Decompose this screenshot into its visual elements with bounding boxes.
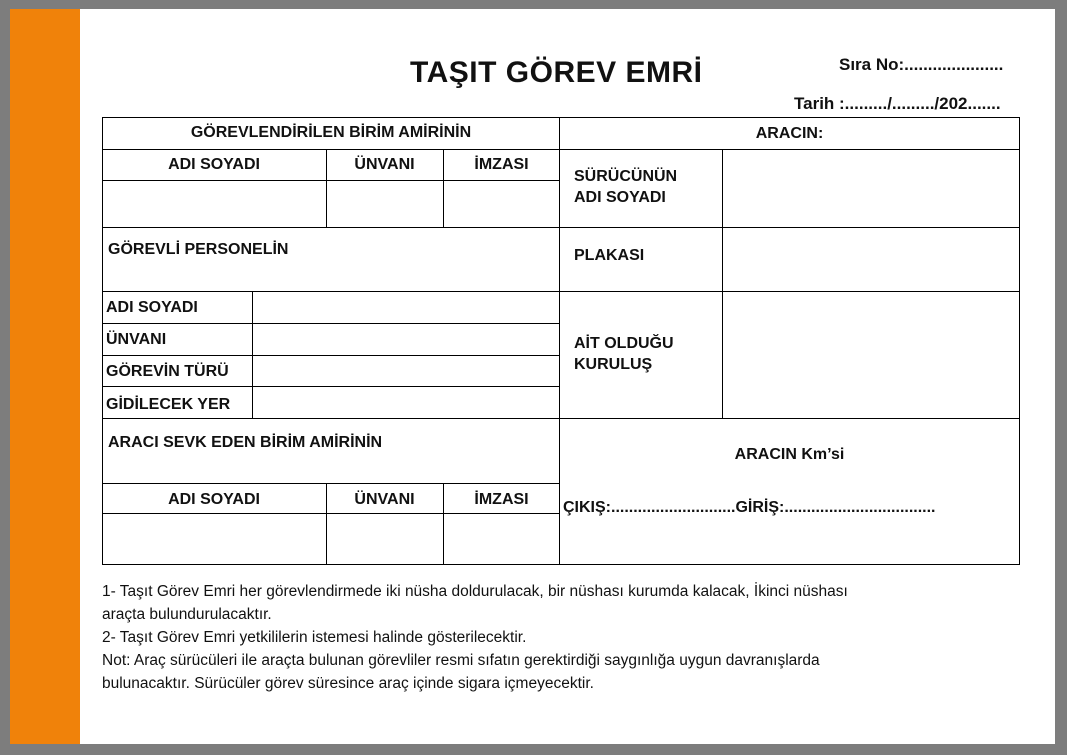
- dispatch-unit-heading: ARACI SEVK EDEN BİRİM AMİRİNİN: [108, 434, 383, 451]
- driver-label-line1: SÜRÜCÜNÜN: [574, 168, 678, 185]
- column-name: ADI SOYADI: [168, 156, 260, 173]
- notes-block: [102, 580, 1002, 695]
- form-sheet: [10, 9, 1055, 744]
- note-line: araçta bulundurulacaktır.: [102, 606, 272, 623]
- column-title-2: ÜNVANI: [354, 491, 415, 508]
- column-signature-2: İMZASI: [474, 491, 529, 508]
- date-field: Tarih :........./........./202.......: [794, 94, 1001, 113]
- personnel-heading: GÖREVLİ PERSONELİN: [108, 241, 289, 258]
- orange-side-strip: [10, 9, 80, 744]
- task-type-label: GÖREVİN TÜRÜ: [106, 363, 229, 380]
- organization-label-line2: KURULUŞ: [574, 356, 653, 373]
- plate-label: PLAKASI: [574, 247, 645, 264]
- personnel-title-label: ÜNVANI: [106, 331, 167, 348]
- column-title: ÜNVANI: [354, 156, 415, 173]
- destination-label: GİDİLECEK YER: [106, 396, 231, 413]
- assigning-unit-heading: GÖREVLENDİRİLEN BİRİM AMİRİNİN: [190, 124, 472, 141]
- form-title: TAŞIT GÖREV EMRİ: [410, 56, 703, 89]
- km-exit-entry-line: ÇIKIŞ:............................GİRİŞ:..................................: [563, 499, 936, 516]
- note-line: 2- Taşıt Görev Emri yetkililerin istemesi halinde gösterilecektir.: [102, 629, 527, 646]
- driver-label-line2: ADI SOYADI: [574, 189, 666, 206]
- column-name-2: ADI SOYADI: [168, 491, 260, 508]
- note-line: 1- Taşıt Görev Emri her görevlendirmede iki nüsha doldurulacak, bir nüshası kurumda kalacak, İkinci nüshası: [102, 583, 848, 600]
- km-heading: ARACIN Km’si: [734, 446, 845, 463]
- personnel-name-label: ADI SOYADI: [106, 299, 198, 316]
- column-signature: İMZASI: [474, 156, 529, 173]
- vehicle-heading: ARACIN:: [755, 125, 824, 142]
- organization-label-line1: AİT OLDUĞU: [574, 335, 674, 352]
- note-line: bulunacaktır. Sürücüler görev süresince araç içinde sigara içmeyecektir.: [102, 675, 594, 692]
- sequence-number: Sıra No:.....................: [839, 55, 1004, 74]
- note-line: Not: Araç sürücüleri ile araçta bulunan görevliler resmi sıfatın gerektirdiği saygınlığa uygun davranışlarda: [102, 652, 820, 669]
